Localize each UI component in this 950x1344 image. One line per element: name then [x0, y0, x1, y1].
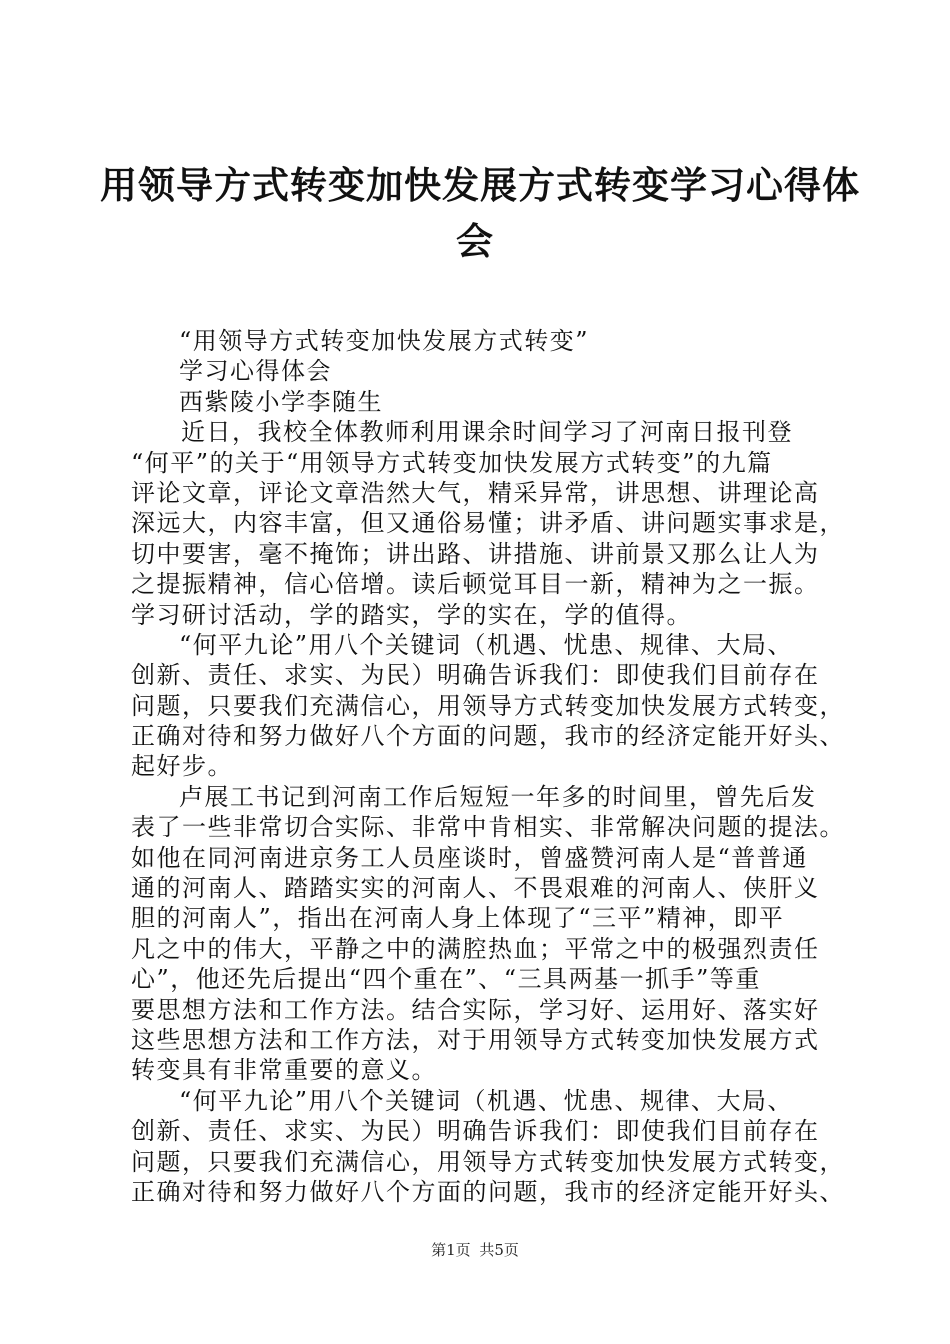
text-line: 问题，只要我们充满信心，用领导方式转变加快发展方式转变，: [131, 691, 845, 720]
text-line: 评论文章，评论文章浩然大气，精采异常，讲思想、讲理论高: [131, 478, 820, 507]
document-body: [131, 326, 845, 1207]
text-line: 表了一些非常切合实际、非常中肯相实、非常解决问题的提法。: [131, 813, 845, 842]
text-line: 正确对待和努力做好八个方面的问题，我市的经济定能开好头、: [131, 722, 845, 751]
text-line: 之提振精神，信心倍增。读后顿觉耳目一新，精神为之一振。: [131, 570, 820, 599]
text-line: 通的河南人、踏踏实实的河南人、不畏艰难的河南人、侠肝义: [131, 874, 820, 903]
text-line: 创新、责任、求实、为民）明确告诉我们：即使我们目前存在: [131, 661, 820, 690]
text-line: “何平九论”用八个关键词（机遇、忧患、规律、大局、: [179, 630, 794, 659]
document-title: [100, 158, 860, 270]
text-line: 卢展工书记到河南工作后短短一年多的时间里，曾先后发: [179, 782, 817, 811]
page-number: 第1页: [431, 1241, 471, 1259]
page-total: 共5页: [479, 1241, 519, 1259]
title-line: 用领导方式转变加快发展方式转变学习心得体: [100, 164, 860, 207]
text-line: 问题，只要我们充满信心，用领导方式转变加快发展方式转变，: [131, 1147, 845, 1176]
text-line: 近日，我校全体教师利用课余时间学习了河南日报刊登: [181, 418, 793, 447]
text-line: 深远大，内容丰富，但又通俗易懂；讲矛盾、讲问题实事求是，: [131, 509, 845, 538]
text-line: 切中要害，毫不掩饰；讲出路、讲措施、讲前景又那么让人为: [131, 539, 820, 568]
text-line: 起好步。: [131, 752, 233, 781]
text-line: 胆的河南人”，指出在河南人身上体现了“三平”精神，即平: [131, 904, 785, 933]
text-line: 西紫陵小学李随生: [179, 387, 383, 416]
text-line: 这些思想方法和工作方法，对于用领导方式转变加快发展方式: [131, 1025, 820, 1054]
text-line: “何平”的关于“用领导方式转变加快发展方式转变”的九篇: [131, 448, 773, 477]
page-footer: [0, 1240, 950, 1260]
text-line: 学习研讨活动，学的踏实，学的实在，学的值得。: [131, 600, 692, 629]
text-line: 凡之中的伟大，平静之中的满腔热血；平常之中的极强烈责任: [131, 934, 820, 963]
text-line: 学习心得体会: [179, 357, 332, 386]
text-line: 转变具有非常重要的意义。: [131, 1056, 437, 1085]
text-line: 要思想方法和工作方法。结合实际，学习好、运用好、落实好: [131, 995, 820, 1024]
text-line: 如他在同河南进京务工人员座谈时，曾盛赞河南人是“普普通: [131, 843, 808, 872]
text-line: 心”，他还先后提出“四个重在”、“三具两基一抓手”等重: [131, 965, 761, 994]
text-line: “何平九论”用八个关键词（机遇、忧患、规律、大局、: [179, 1086, 794, 1115]
text-line: “用领导方式转变加快发展方式转变”: [179, 327, 590, 355]
text-line: 创新、责任、求实、为民）明确告诉我们：即使我们目前存在: [131, 1117, 820, 1146]
text-line: 正确对待和努力做好八个方面的问题，我市的经济定能开好头、: [131, 1177, 845, 1206]
title-line: 会: [456, 220, 494, 263]
